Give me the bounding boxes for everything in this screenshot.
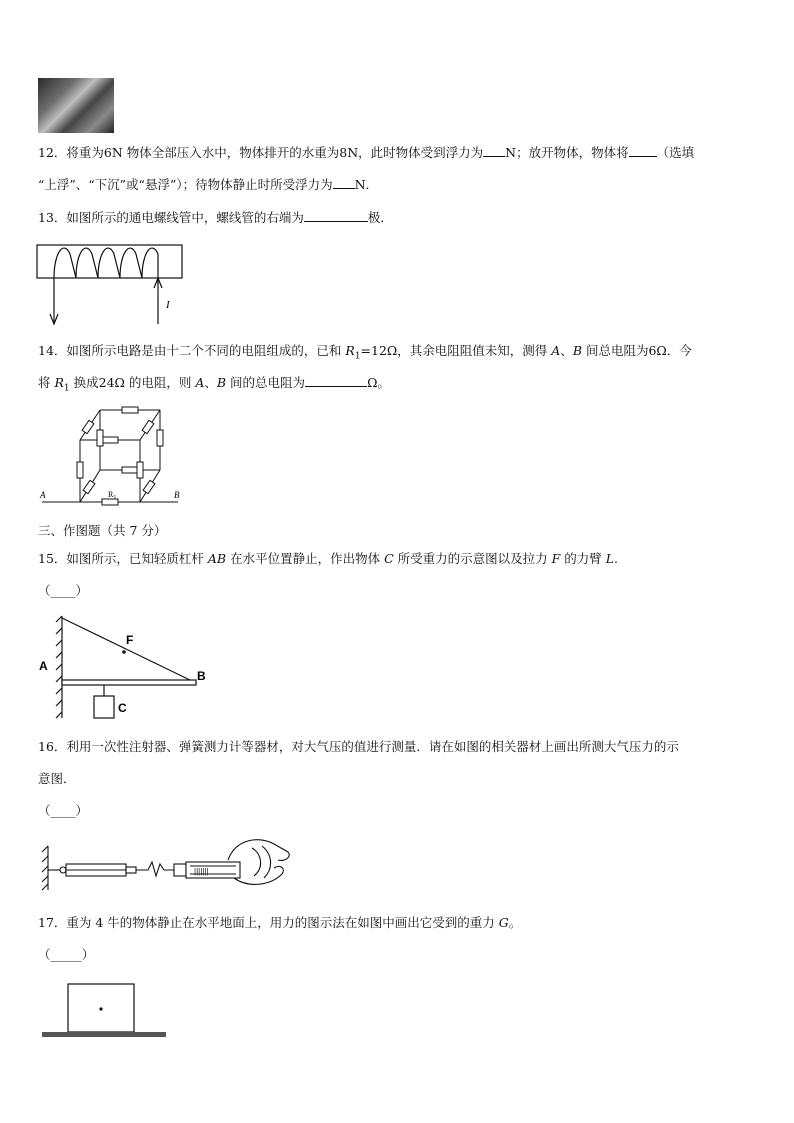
r1-label: $R_1$ <box>108 490 117 501</box>
point-b-label: B <box>197 669 206 683</box>
section-3-title: 三、作图题（共 7 分） <box>38 523 167 538</box>
q15-answer-blank[interactable]: （____） <box>38 583 89 598</box>
q16-answer-blank[interactable]: （____） <box>38 803 89 818</box>
q12-line1: 12．将重为6N 物体全部压入水中，物体排开的水重为8N，此时物体受到浮力为 N；放开物体，物体将 （选填 <box>38 145 695 160</box>
q12-blank-buoyancy[interactable] <box>483 144 505 157</box>
node-b-label: B <box>174 490 180 500</box>
object-c-label: C <box>118 701 127 715</box>
node-a-label: A <box>40 490 46 500</box>
solenoid-figure <box>36 244 186 330</box>
resistor-cube-figure <box>38 402 188 512</box>
syringe-figure <box>38 832 298 892</box>
q17-text: 17．重为 4 牛的物体静止在水平地面上，用力的图示法在如图中画出它受到的重力 G。 <box>38 915 522 930</box>
q12-blank-final-buoyancy[interactable] <box>333 176 355 189</box>
q15-text: 15．如图所示，已知轻质杠杆 AB 在水平位置静止，作出物体 C 所受重力的示意图以及拉力 F 的力臂 L. <box>38 551 619 566</box>
q16-line1: 16．利用一次性注射器、弹簧测力计等器材，对大气压的值进行测量．请在如图的相关器材上画出所测大气压力的示 <box>38 739 679 754</box>
q13-text: 13．如图所示的通电螺线管中，螺线管的右端为 极． <box>38 210 393 225</box>
photo-fragment <box>38 78 114 133</box>
q13-blank-pole[interactable] <box>304 209 368 222</box>
force-f-label: F <box>126 633 134 647</box>
q16-line2: 意图． <box>38 771 76 786</box>
block-on-ground-figure <box>40 982 170 1042</box>
q14-blank-resistance[interactable] <box>305 374 367 387</box>
q14-line2: 将 $R_1$ 换成24Ω 的电阻，则 A、B 间的总电阻为 Ω。 <box>38 375 390 394</box>
q12-line2: “上浮”、“下沉”或“悬浮”）；待物体静止时所受浮力为 N． <box>38 177 379 192</box>
syringe-scale-marks: ||||||| <box>194 867 209 876</box>
point-a-label: A <box>39 659 48 673</box>
current-label: I <box>166 299 170 311</box>
q12-blank-motion[interactable] <box>629 144 657 157</box>
q17-answer-blank[interactable]: （_____） <box>38 947 95 962</box>
q14-line1: 14．如图所示电路是由十二个不同的电阻组成的，已和 $R_1=12\Omega$，其余电阻阻值未知，测得 A、B 间总电阻为6Ω．今 <box>38 343 692 362</box>
lever-figure <box>38 612 218 724</box>
